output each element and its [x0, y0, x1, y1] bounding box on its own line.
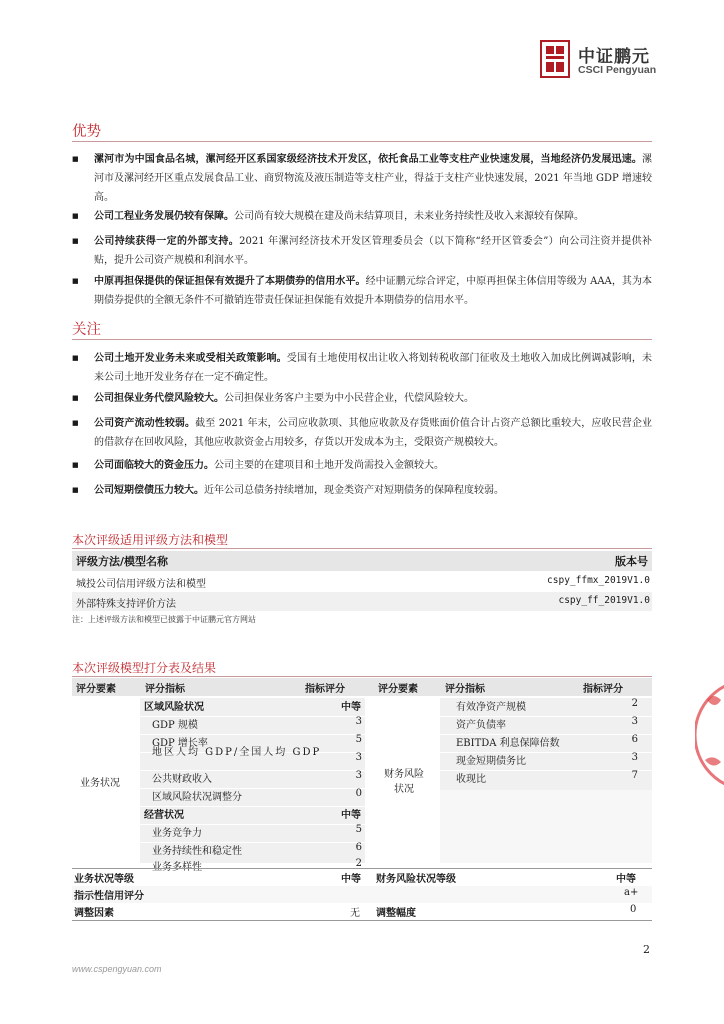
left-row-score: 中等 — [341, 702, 361, 713]
adjust-range-value: 0 — [630, 904, 637, 915]
right-row-score: 7 — [631, 770, 638, 781]
right-row-score: 3 — [631, 716, 638, 727]
header-score-left: 指标评分 — [305, 684, 345, 695]
scorecard-rule — [72, 676, 652, 677]
left-row-score: 3 — [355, 716, 362, 727]
bullet-icon: ■ — [72, 486, 79, 494]
advantage-bold: 中原再担保提供的保证担保有效提升了本期债券的信用水平。 — [94, 276, 366, 287]
header-indicator-left: 评分指标 — [145, 684, 185, 695]
concern-item — [72, 414, 652, 452]
concerns-rule — [72, 339, 652, 340]
left-row-name: 区域风险状况调整分 — [152, 792, 242, 803]
footer-url[interactable]: www.cspengyuan.com — [72, 964, 162, 974]
concern-bold: 公司短期偿债压力较大。 — [94, 485, 204, 496]
indicative-value: a+ — [624, 887, 639, 898]
concern-bold: 公司担保业务代偿风险较大。 — [94, 393, 224, 404]
adjust-value: 无 — [350, 908, 360, 919]
concern-item — [72, 389, 652, 408]
advantage-text: 公司尚有较大规模在建及尚未结算项目，未来业务持续性及收入来源较有保障。 — [234, 211, 584, 222]
advantages-title: 优势 — [72, 124, 101, 140]
left-row-name: 业务竞争力 — [152, 828, 202, 839]
concern-text: 近年公司总债务持续增加，现金类资产对短期债务的保障程度较弱。 — [204, 485, 504, 496]
fin-level-label: 财务风险状况等级 — [376, 874, 456, 885]
concern-item — [72, 349, 652, 387]
scorecard-title: 本次评级模型打分表及结果 — [72, 661, 217, 675]
bullet-icon: ■ — [72, 354, 79, 362]
bullet-icon: ■ — [72, 277, 79, 285]
methods-rule — [72, 548, 652, 549]
right-row-name: 有效净资产规模 — [456, 702, 526, 713]
right-row-name: 资产负债率 — [456, 720, 506, 731]
biz-level-label: 业务状况等级 — [74, 874, 134, 885]
right-row-score: 2 — [631, 698, 638, 709]
right-row-name: EBITDA 利息保障倍数 — [456, 738, 560, 749]
concern-text: 公司担保业务客户主要为中小民营企业，代偿风险较大。 — [224, 393, 474, 404]
bullet-icon: ■ — [72, 155, 79, 163]
left-row-score: 2 — [355, 858, 362, 869]
left-row-name: GDP 规模 — [152, 720, 198, 731]
left-row-name: 经营状况 — [144, 810, 184, 821]
methods-title: 本次评级适用评级方法和模型 — [72, 533, 229, 547]
concern-bold: 公司面临较大的资金压力。 — [94, 460, 214, 471]
left-row-score: 0 — [355, 788, 362, 799]
concern-text: 公司主要的在建项目和土地开发尚需投入金额较大。 — [214, 460, 444, 471]
left-row-name: 业务持续性和稳定性 — [152, 846, 242, 857]
left-row-score: 中等 — [341, 810, 361, 821]
adjust-label: 调整因素 — [74, 908, 114, 919]
left-row-name: GDP 增长率 — [152, 738, 208, 749]
page-number: 2 — [643, 943, 650, 956]
left-row-name: 区域风险状况 — [144, 702, 204, 713]
advantage-item — [72, 232, 652, 270]
adjust-range-label: 调整幅度 — [376, 908, 416, 919]
bullet-icon: ■ — [72, 212, 79, 220]
method-name: 外部特殊支持评价方法 — [76, 599, 176, 610]
left-row-score: 6 — [355, 842, 362, 853]
concern-text: 受国有土地使用权出让收入将划转税收部门征收及土地收入加成比例调减影响，未来公司土地开发业务存在一定不确定性。 — [94, 353, 653, 383]
fin-level-value: 中等 — [616, 874, 636, 885]
logo-en-text: CSCI Pengyuan — [578, 64, 657, 76]
advantage-item — [72, 150, 652, 207]
header-score-right: 指标评分 — [583, 684, 623, 695]
advantage-bold: 漯河市为中国食品名城，漯河经开区系国家级经济技术开发区，依托食品工业等支柱产业快速发展，当地经济仍发展迅速。 — [94, 154, 642, 165]
concerns-title: 关注 — [72, 322, 101, 338]
methods-row — [72, 572, 652, 591]
bullet-icon: ■ — [72, 237, 79, 245]
bullet-icon: ■ — [72, 394, 79, 402]
right-empty-bg — [440, 790, 652, 863]
header-indicator-right: 评分指标 — [445, 684, 485, 695]
left-row-name: 业务多样性 — [152, 862, 202, 873]
advantage-bold: 公司工程业务发展仍较有保障。 — [94, 211, 234, 222]
advantage-item — [72, 272, 652, 310]
concern-item — [72, 456, 652, 475]
concern-bold: 公司土地开发业务未来或受相关政策影响。 — [94, 353, 287, 364]
logo-cn-text: 中证鹏元 — [578, 47, 650, 67]
left-row-score: 5 — [355, 824, 362, 835]
advantage-bold: 公司持续获得一定的外部支持。 — [94, 236, 240, 247]
left-row-score: 3 — [355, 770, 362, 781]
bullet-icon: ■ — [72, 419, 79, 427]
right-row-name: 收现比 — [456, 774, 486, 785]
header-factor-right: 评分要素 — [378, 684, 418, 695]
left-row-name: 公共财政收入 — [152, 774, 212, 785]
left-row-score: 5 — [355, 734, 362, 745]
bullet-icon: ■ — [72, 461, 79, 469]
indicative-row-bg — [72, 886, 652, 903]
concern-item — [72, 481, 652, 500]
logo-mark-icon — [540, 40, 570, 78]
methods-header-row — [72, 551, 652, 571]
seal-stamp-icon — [695, 660, 724, 810]
biz-level-value: 中等 — [341, 874, 361, 885]
methods-col-name: 评级方法/模型名称 — [76, 555, 169, 568]
company-logo — [540, 40, 675, 80]
right-group-label: 财务风险状况 — [384, 769, 424, 795]
summary-bottom-rule — [72, 920, 652, 921]
concern-text: 截至 2021 年末，公司应收款项、其他应收款及存货账面价值合计占资产总额比重较大，应收民营企业的借款存在回收风险，其他应收款资金占用较多，存货以开发成本为主，受限资产规模较大。 — [94, 418, 652, 448]
left-row-score: 3 — [355, 752, 362, 763]
method-version: cspy_ffmx_2019V1.0 — [547, 575, 650, 586]
concern-bold: 公司资产流动性较弱。 — [94, 418, 196, 429]
advantage-text: 漯河市及漯河经开区重点发展食品工业、商贸物流及液压制造等支柱产业，得益于支柱产业快速发展，2021 年当地 GDP 增速较高。 — [94, 154, 652, 203]
methods-col-version: 版本号 — [615, 555, 648, 568]
method-name: 城投公司信用评级方法和模型 — [76, 579, 206, 590]
advantage-text: 2021 年漯河经济技术开发区管理委员会（以下简称“经开区管委会”）向公司注资并提供补贴，提升公司资产规模和利润水平。 — [94, 236, 652, 266]
methods-row — [72, 592, 652, 611]
right-row-name: 现金短期债务比 — [456, 756, 526, 767]
method-version: cspy_ff_2019V1.0 — [558, 595, 650, 606]
summary-top-rule — [72, 868, 652, 869]
right-row-score: 3 — [631, 752, 638, 763]
advantage-item — [72, 207, 652, 226]
indicative-label: 指示性信用评分 — [74, 891, 144, 902]
advantages-rule — [72, 141, 652, 142]
left-group-label: 业务状况 — [80, 778, 120, 789]
left-row-name: 地区人均 GDP/全国人均 GDP — [152, 747, 322, 758]
header-factor-left: 评分要素 — [76, 684, 116, 695]
methods-note: 注：上述评级方法和模型已披露于中证鹏元官方网站 — [72, 615, 256, 624]
advantage-text: 经中证鹏元综合评定，中原再担保主体信用等级为 AAA，其为本期债券提供的全额无条件不可撤销连带责任保证担保能有效提升本期债券的信用水平。 — [94, 276, 652, 306]
right-row-score: 6 — [631, 734, 638, 745]
